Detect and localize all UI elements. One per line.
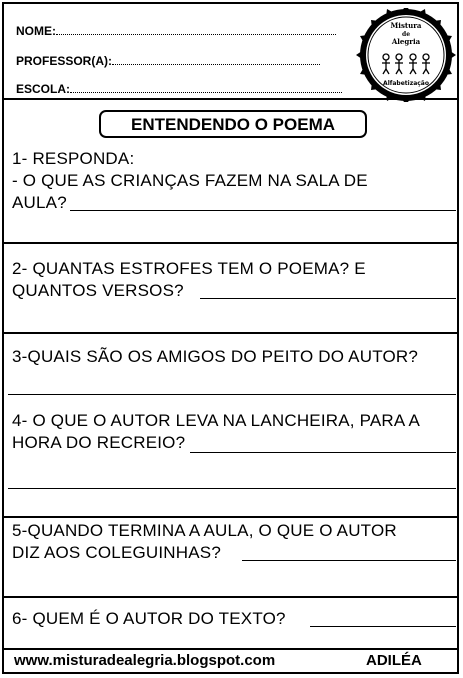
question-2-line-2: QUANTOS VERSOS? — [12, 281, 184, 300]
question-6-separator — [4, 648, 457, 650]
question-5-answer-line[interactable] — [242, 560, 456, 561]
name-label: NOME: — [16, 24, 56, 38]
question-4-answer-line-2[interactable] — [8, 488, 456, 489]
footer-url: www.misturadealegria.blogspot.com — [14, 652, 276, 669]
question-4-answer-line[interactable] — [190, 452, 456, 453]
question-2-line-1: 2- QUANTAS ESTROFES TEM O POEMA? E — [12, 259, 366, 278]
question-4-line-1: 4- O QUE O AUTOR LEVA NA LANCHEIRA, PARA A — [12, 411, 421, 430]
question-1-line-1: 1- RESPONDA: — [12, 149, 135, 168]
question-5-line-2: DIZ AOS COLEGUINHAS? — [12, 543, 221, 562]
worksheet-frame — [2, 2, 459, 674]
footer-author: ADILÉA — [366, 652, 422, 669]
teacher-field[interactable] — [16, 54, 320, 68]
school-field[interactable] — [16, 82, 342, 96]
question-5-line-1: 5-QUANDO TERMINA A AULA, O QUE O AUTOR — [12, 521, 397, 540]
question-2-answer-line[interactable] — [200, 298, 456, 299]
question-1-line-2: - O QUE AS CRIANÇAS FAZEM NA SALA DE — [12, 171, 368, 190]
worksheet-title: ENTENDENDO O POEMA — [99, 110, 367, 138]
school-label: ESCOLA: — [16, 82, 70, 96]
name-blank[interactable] — [56, 25, 336, 35]
question-4-separator — [4, 516, 457, 518]
mistura-de-alegria-seal-logo — [354, 8, 458, 102]
seal-text-alegria: Alegria — [391, 37, 421, 46]
teacher-blank[interactable] — [112, 55, 320, 65]
question-6-line-1: 6- QUEM É O AUTOR DO TEXTO? — [12, 609, 286, 628]
question-5-separator — [4, 596, 457, 598]
question-3-answer-line[interactable] — [8, 394, 456, 395]
teacher-label: PROFESSOR(A): — [16, 54, 112, 68]
question-1-line-3: AULA? — [12, 193, 67, 212]
question-4-line-2: HORA DO RECREIO? — [12, 433, 186, 452]
question-2-separator — [4, 332, 457, 334]
question-1-answer-line[interactable] — [70, 210, 456, 211]
seal-text-mistura: Mistura — [390, 21, 422, 30]
name-field[interactable] — [16, 24, 336, 38]
question-1-separator — [4, 242, 457, 244]
question-3-line-1: 3-QUAIS SÃO OS AMIGOS DO PEITO DO AUTOR? — [12, 347, 419, 366]
seal-text-alfabetizacao: Alfabetização — [383, 80, 429, 87]
question-6-answer-line[interactable] — [310, 626, 456, 627]
seal-text-de: de — [401, 31, 411, 38]
school-blank[interactable] — [70, 83, 342, 93]
